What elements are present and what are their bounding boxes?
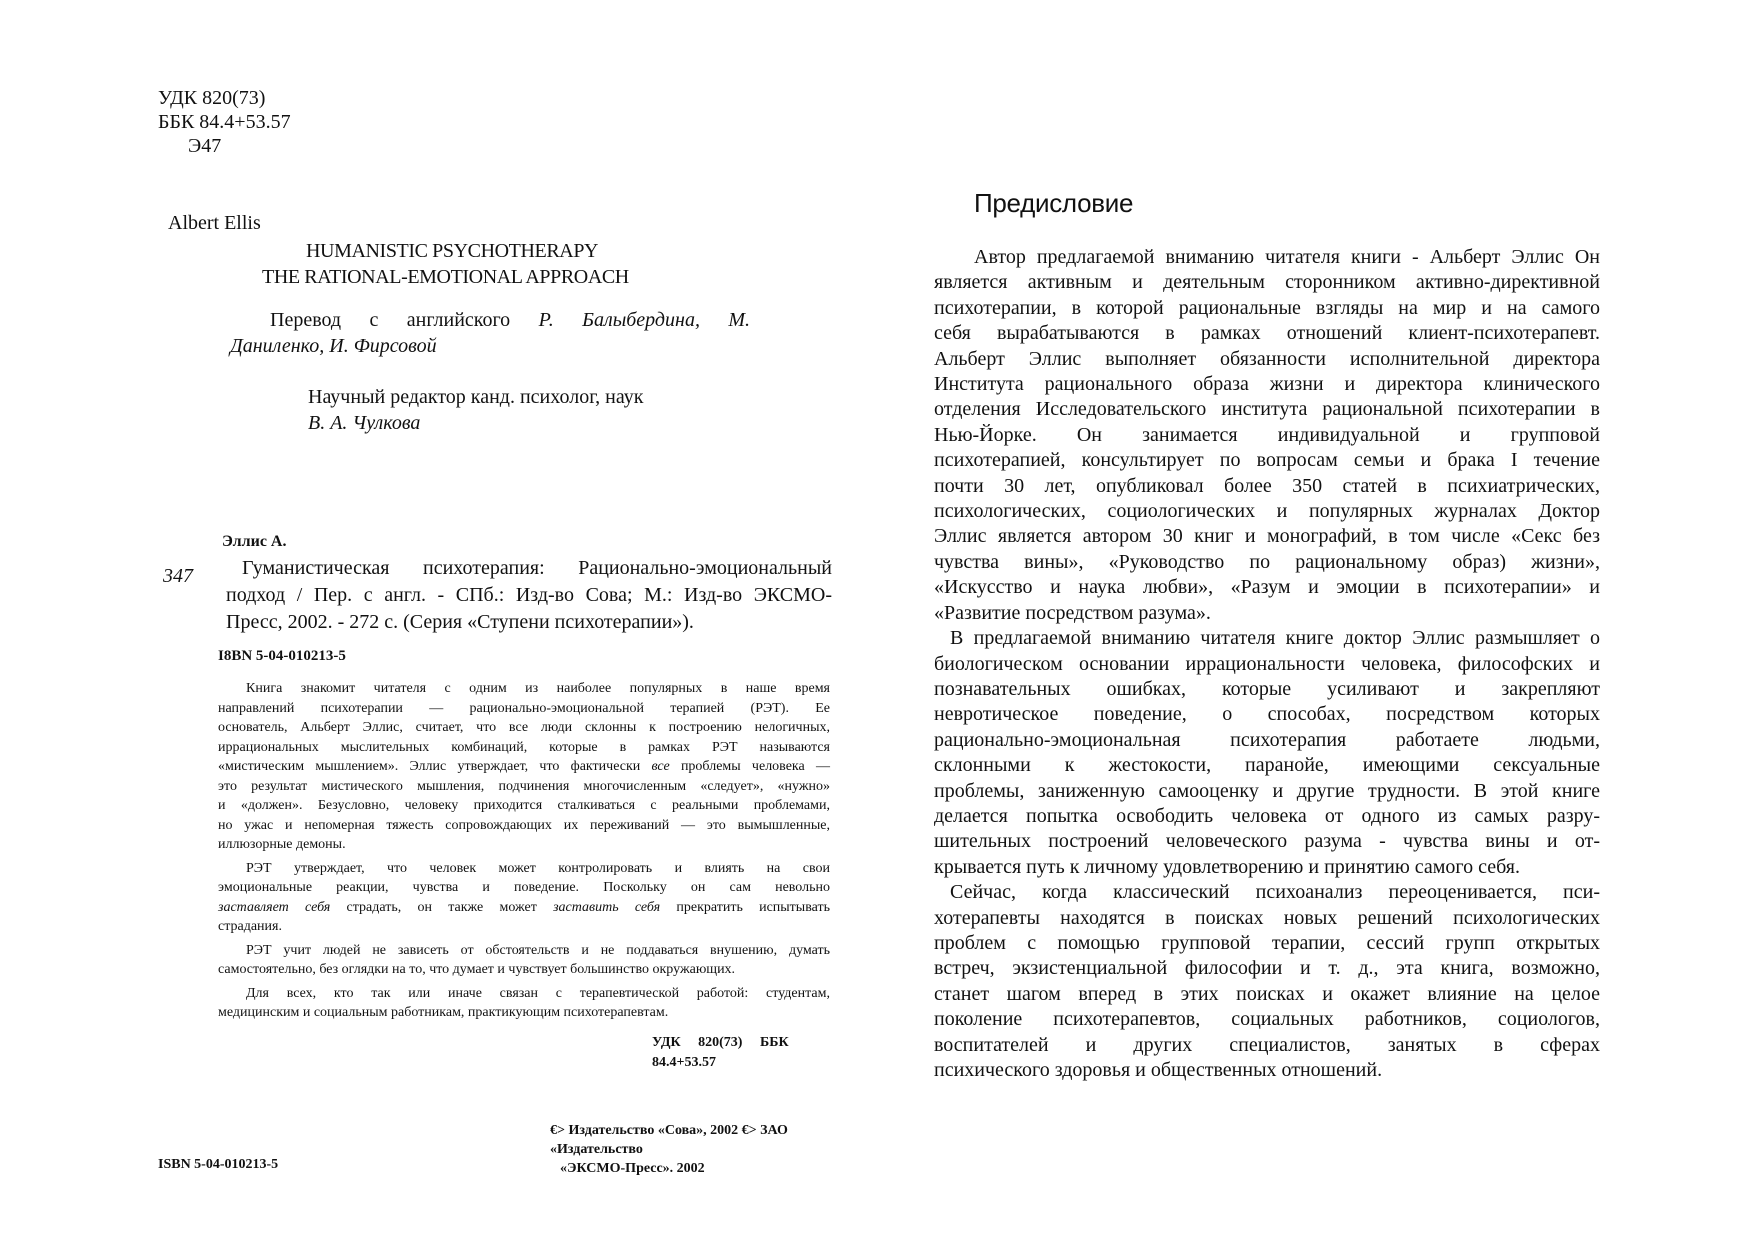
scientific-editor-role: Научный редактор канд. психолог, наук (308, 386, 644, 408)
classification-footer-line-2: 84.4+53.57 (652, 1055, 716, 1070)
catalog-author: Эллис А. (222, 533, 287, 550)
preface-paragraph-3 (934, 880, 1600, 1083)
author-mark: Э47 (188, 135, 222, 157)
preface-line: психотерапией, консультирует по вопросам семьи и брака I течение (934, 449, 1600, 472)
catalog-desc-line-1: Гуманистическая психотерапия: Рационально-эмоциональный (242, 557, 832, 579)
preface-line: Альберт Эллис выполняет обязанности исполнительной директора (934, 347, 1600, 370)
preface-line: поколение психотерапевтов, социальных работников, социологов, (934, 1008, 1600, 1031)
annotation-line: самостоятельно, без оглядки на то, что думает и чувствует большинство окружающих. (218, 962, 736, 977)
annotation-line: основатель, Альберт Эллис, считает, что все люди склонны к построению нелогичных, (218, 720, 830, 735)
preface-title: Предисловие (974, 188, 1134, 218)
preface-line: является активным и деятельным сторонником активно-директивной (934, 271, 1600, 294)
annotation-line: направлений психотерапии — рационально-эмоциональной терапией (РЭТ). Ее (218, 700, 830, 716)
catalog-desc-line-2: подход / Пер. с англ. - СПб.: Изд-во Сова; М.: Изд-во ЭКСМО- (226, 584, 832, 606)
annotation-line: РЭТ утверждает, что человек может контролировать и влиять на свои (246, 860, 830, 876)
preface-body (934, 245, 1600, 1083)
preface-line: Сейчас, когда классический психоанализ переоценивается, пси- (950, 881, 1600, 904)
preface-line: «Искусство и наука любви», «Разум и эмоции в психотерапии» и (934, 576, 1600, 599)
classification-header (158, 86, 291, 158)
preface-line: невротическое поведение, о способах, посредством которых (934, 703, 1600, 726)
original-title-line-1: HUMANISTIC PSYCHOTHERAPY (306, 240, 599, 262)
copyright-line-2: «Издательство (550, 1142, 643, 1157)
original-title-line-2: THE RATIONAL-EMOTIONAL APPROACH (262, 266, 629, 288)
annotation-line: РЭТ учит людей не зависеть от обстоятельств и не поддаваться внушению, думать (246, 942, 830, 958)
preface-line: познавательных ошибках, которые усиливают и закрепляют (934, 677, 1600, 700)
annotation-text: «мистическим мышлением». Эллис утверждает, что фактически (218, 759, 641, 774)
annotation-italic: все (651, 759, 670, 774)
annotation-line: иррациональных мыслительных комбинаций, которые в рамках РЭТ называются (218, 739, 830, 755)
annotation-line: иллюзорные демоны. (218, 837, 346, 852)
udk-code: УДК 820(73) (158, 87, 266, 109)
scientific-editor-name: В. А. Чулкова (308, 412, 421, 434)
preface-line: хотерапевты находятся в поисках новых решений психологических (934, 906, 1600, 929)
preface-line: рационально-эмоциональная психотерапия работаете людьми, (934, 728, 1600, 751)
catalog-desc-line-3: Пресс, 2002. - 272 с. (Серия «Ступени психотерапии»). (226, 611, 694, 633)
preface-paragraph-1 (934, 245, 1600, 626)
copyright-line-3: «ЭКСМО-Пресс». 2002 (560, 1161, 705, 1176)
preface-paragraph-2 (934, 626, 1600, 880)
annotation-line: и «должен». Безусловно, человеку приходится сталкиваться с реальными проблемами, (218, 798, 830, 813)
annotation-line: но ужас и непомерная тяжесть сопровождающих их переживаний — это вымышленные, (218, 817, 830, 833)
copyright-line-1: €> Издательство «Сова», 2002 €> ЗАО (550, 1123, 788, 1138)
annotation-line (218, 898, 830, 918)
preface-line: биологическом основании иррациональности человека, философских и (934, 652, 1600, 675)
preface-line: станет шагом вперед в этих поисках и окажет влияние на целое (934, 982, 1600, 1005)
preface-line: шительных построений человеческого разума - чувства вины и от- (934, 830, 1600, 853)
annotation-line: страдания. (218, 919, 282, 934)
preface-line: почти 30 лет, опубликовал более 350 статей в психиатрических, (934, 474, 1600, 497)
preface-line: психологических, социологических и популярных журналах Доктор (934, 500, 1600, 523)
preface-line: себя вырабатываются в рамках отношений клиент-психотерапевт. (934, 322, 1600, 345)
copyright (550, 1121, 832, 1178)
translator-names-1: Р. Балыбердина, М. (538, 309, 750, 331)
catalog-number: 347 (163, 565, 193, 587)
preface-line: встреч, экзистенциальной философии и т. д., эта книга, возможно, (934, 957, 1600, 980)
annotation-italic: заставить себя (553, 899, 661, 915)
preface-line: «Развитие посредством разума». (934, 601, 1211, 624)
classification-footer (652, 1033, 832, 1073)
preface-line: чувства вины», «Руководство по рациональному образ) жизни», (934, 550, 1600, 573)
translator-names-2: Даниленко, И. Фирсовой (230, 335, 437, 357)
author-name-en: Albert Ellis (168, 212, 261, 234)
preface-line: Эллис является автором 30 книг и монографий, в том числе «Секс без (934, 525, 1600, 548)
annotation-line: Книга знакомит читателя с одним из наиболее популярных в наше время (246, 681, 830, 696)
classification-footer-line-1: УДК 820(73) ББК (652, 1035, 789, 1050)
catalog-isbn: I8BN 5-04-010213-5 (218, 648, 346, 664)
annotation (218, 679, 830, 1023)
original-title (262, 238, 629, 290)
preface-line: проблемы, заниженную самооценку и другие трудности. В этой книге (934, 779, 1600, 802)
preface-line: крывается путь к личному удовлетворению и принятию самого себя. (934, 855, 1521, 878)
annotation-text: прекратить испытывать (676, 899, 830, 915)
annotation-text: страдать, он также может (346, 899, 537, 915)
translation-prefix: Перевод с английского (270, 309, 511, 331)
preface-line: делается попытка освободить человека от одного из самых разру- (934, 804, 1600, 827)
preface-line: Нью-Йорке. Он занимается индивидуальной и групповой (934, 423, 1600, 446)
preface-line: отделения Исследовательского института рациональной психотерапии в (934, 398, 1600, 421)
annotation-italic: заставляет себя (218, 899, 331, 915)
annotation-line: Для всех, кто так или иначе связан с терапевтической работой: студентам, (246, 985, 830, 1001)
preface-line: психического здоровья и общественных отношений. (934, 1059, 1383, 1081)
preface-line: Института рационального образа жизни и директора клинического (934, 373, 1600, 396)
preface-line: проблем с помощью групповой терапии, сессий групп открытых (934, 931, 1600, 954)
translation-credits (230, 307, 750, 359)
page-gutter (877, 0, 878, 1240)
catalog-description (226, 555, 832, 636)
annotation-text: проблемы человека — (680, 759, 830, 774)
annotation-line (218, 757, 830, 777)
annotation-line: медицинским и социальным работникам, практикующим психотерапевтам. (218, 1005, 669, 1020)
bbk-code: ББК 84.4+53.57 (158, 111, 291, 133)
annotation-line: эмоциональные реакции, чувства и поведение. Поскольку он сам невольно (218, 880, 830, 895)
preface-line: психотерапии, в которой рациональные взгляды на мир и на самого (934, 296, 1600, 319)
preface-line: воспитателей и других специалистов, занятых в сферах (934, 1033, 1600, 1056)
preface-line: В предлагаемой вниманию читателя книге доктор Эллис размышляет о (950, 627, 1600, 650)
preface-line: склонными к жестокости, паранойе, имеющими сексуальные (934, 754, 1600, 777)
isbn-footer: ISBN 5-04-010213-5 (158, 1157, 279, 1172)
annotation-line: это результат мистического мышления, подчинения многочисленным «следует», «нужно» (218, 778, 830, 794)
preface-line: Автор предлагаемой вниманию читателя книги - Альберт Эллис Он (974, 246, 1600, 268)
scientific-editor (308, 384, 643, 436)
